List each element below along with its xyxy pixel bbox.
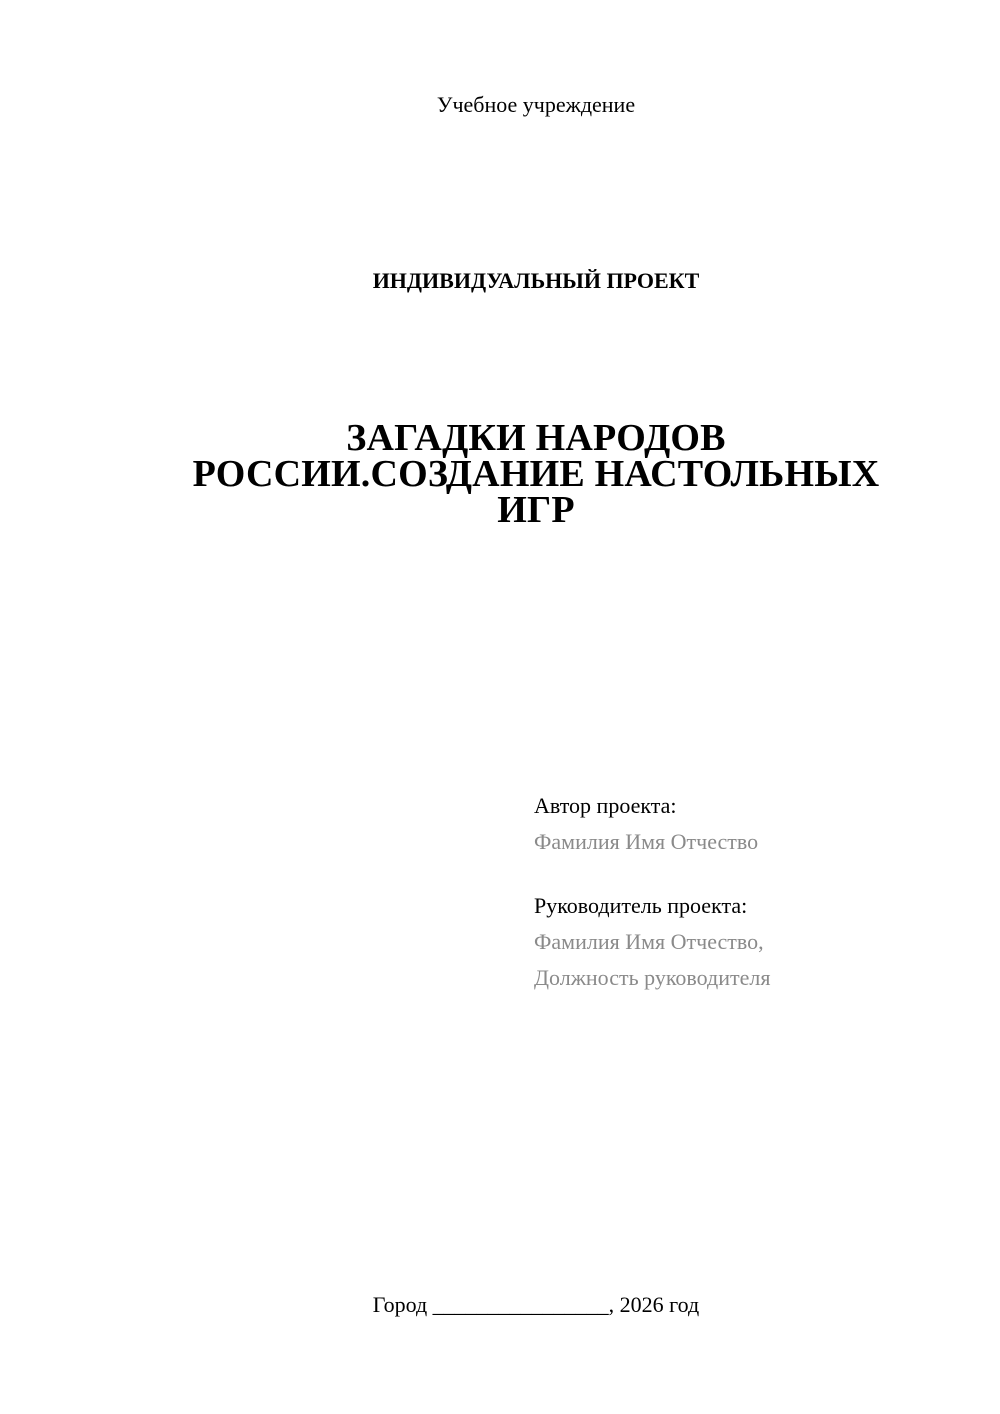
year-text: , 2026 год xyxy=(608,1292,700,1317)
institution-name: Учебное учреждение xyxy=(436,92,636,117)
info-spacer xyxy=(534,860,974,888)
project-title-line-1: ЗАГАДКИ НАРОДОВ xyxy=(346,417,726,459)
document-type: ИНДИВИДУАЛЬНЫЙ ПРОЕКТ xyxy=(372,268,700,293)
city-blank: ________________ xyxy=(432,1292,609,1317)
supervisor-position: Должность руководителя xyxy=(534,965,771,990)
project-info-block xyxy=(534,788,974,996)
project-title-line-3: ИГР xyxy=(497,489,575,531)
supervisor-label: Руководитель проекта: xyxy=(534,893,748,918)
city-year-line xyxy=(0,1290,1000,1320)
project-title xyxy=(150,417,922,531)
author-name: Фамилия Имя Отчество xyxy=(534,829,759,854)
author-label: Автор проекта: xyxy=(534,793,677,818)
city-label: Город xyxy=(372,1292,428,1317)
project-title-line-2: РОССИИ.СОЗДАНИЕ НАСТОЛЬНЫХ xyxy=(192,453,880,495)
supervisor-name: Фамилия Имя Отчество, xyxy=(534,929,764,954)
